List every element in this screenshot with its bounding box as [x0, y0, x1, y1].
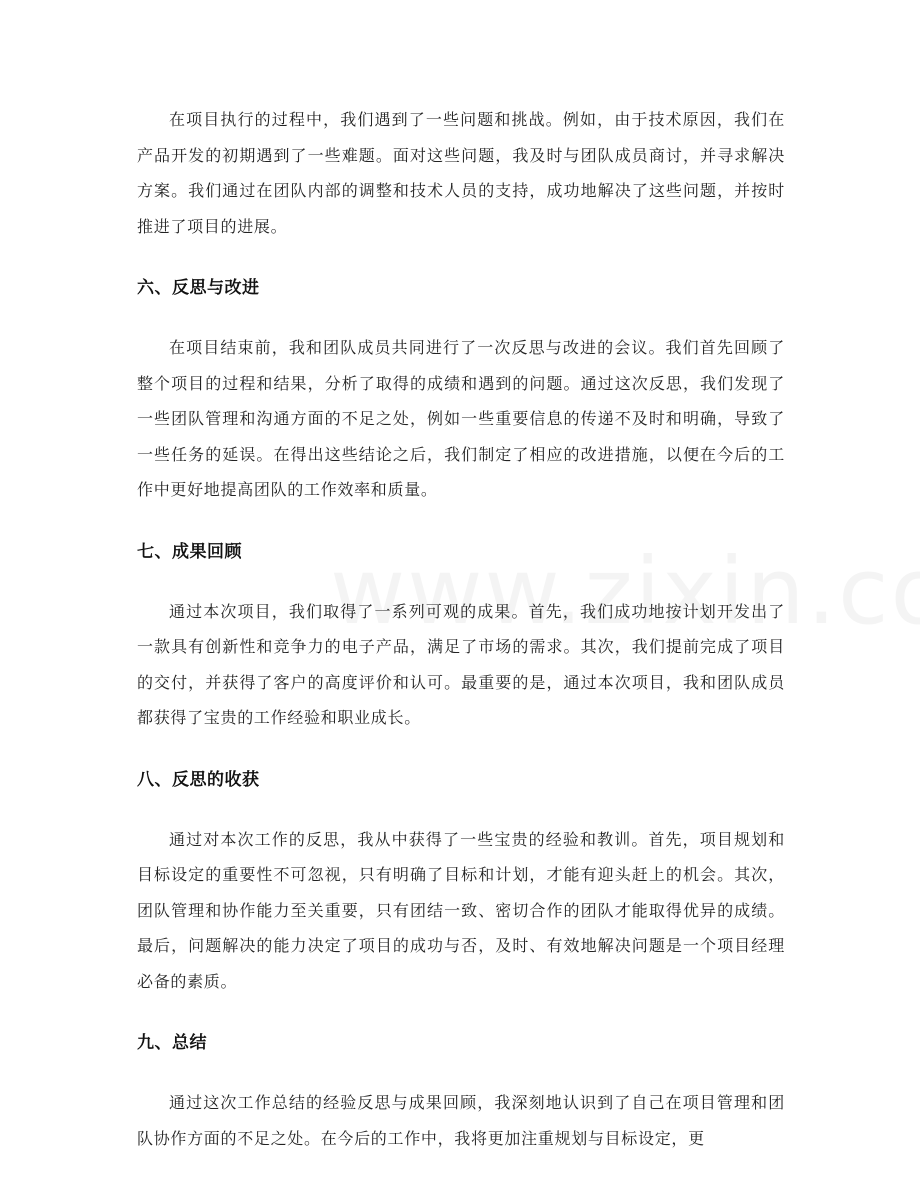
- paragraph-summary: 通过这次工作总结的经验反思与成果回顾，我深刻地认识到了自己在项目管理和团队协作方面的不足之处。在今后的工作中，我将更加注重规划与目标设定，更: [137, 1093, 785, 1148]
- heading-summary: 九、总结: [137, 1033, 207, 1053]
- paragraph-reflection-gains: 通过对本次工作的反思，我从中获得了一些宝贵的经验和教训。首先，项目规划和目标设定的重要性不可忽视，只有明确了目标和计划，才能有迎头赶上的机会。其次，团队管理和协作能力至关重要，只有团结一致、密切合作的团队才能取得优异的成绩。最后，问题解决的能力决定了项目的成功与否，及时、有效地解决问题是一个项目经理必备的素质。: [137, 829, 785, 991]
- heading-results-review: 七、成果回顾: [137, 541, 242, 562]
- document-body: [137, 102, 785, 1188]
- paragraph-results-review: 通过本次项目，我们取得了一系列可观的成果。首先，我们成功地按计划开发出了一款具有创新性和竞争力的电子产品，满足了市场的需求。其次，我们提前完成了项目的交付，并获得了客户的高度评价和认可。最重要的是，通过本次项目，我和团队成员都获得了宝贵的工作经验和职业成长。: [137, 601, 785, 727]
- paragraph-reflection-improvement: 在项目结束前，我和团队成员共同进行了一次反思与改进的会议。我们首先回顾了整个项目的过程和结果，分析了取得的成绩和遇到的问题。通过这次反思，我们发现了一些团队管理和沟通方面的不足之处，例如一些重要信息的传递不及时和明确，导致了一些任务的延误。在得出这些结论之后，我们制定了相应的改进措施，以便在今后的工作中更好地提高团队的工作效率和质量。: [137, 338, 785, 499]
- heading-reflection-gains: 八、反思的收获: [137, 769, 260, 790]
- heading-reflection-improvement: 六、反思与改进: [137, 278, 260, 298]
- paragraph-challenges: 在项目执行的过程中，我们遇到了一些问题和挑战。例如，由于技术原因，我们在产品开发的初期遇到了一些难题。面对这些问题，我及时与团队成员商讨，并寻求解决方案。我们通过在团队内部的调整和技术人员的支持，成功地解决了这些问题，并按时推进了项目的进展。: [137, 110, 785, 236]
